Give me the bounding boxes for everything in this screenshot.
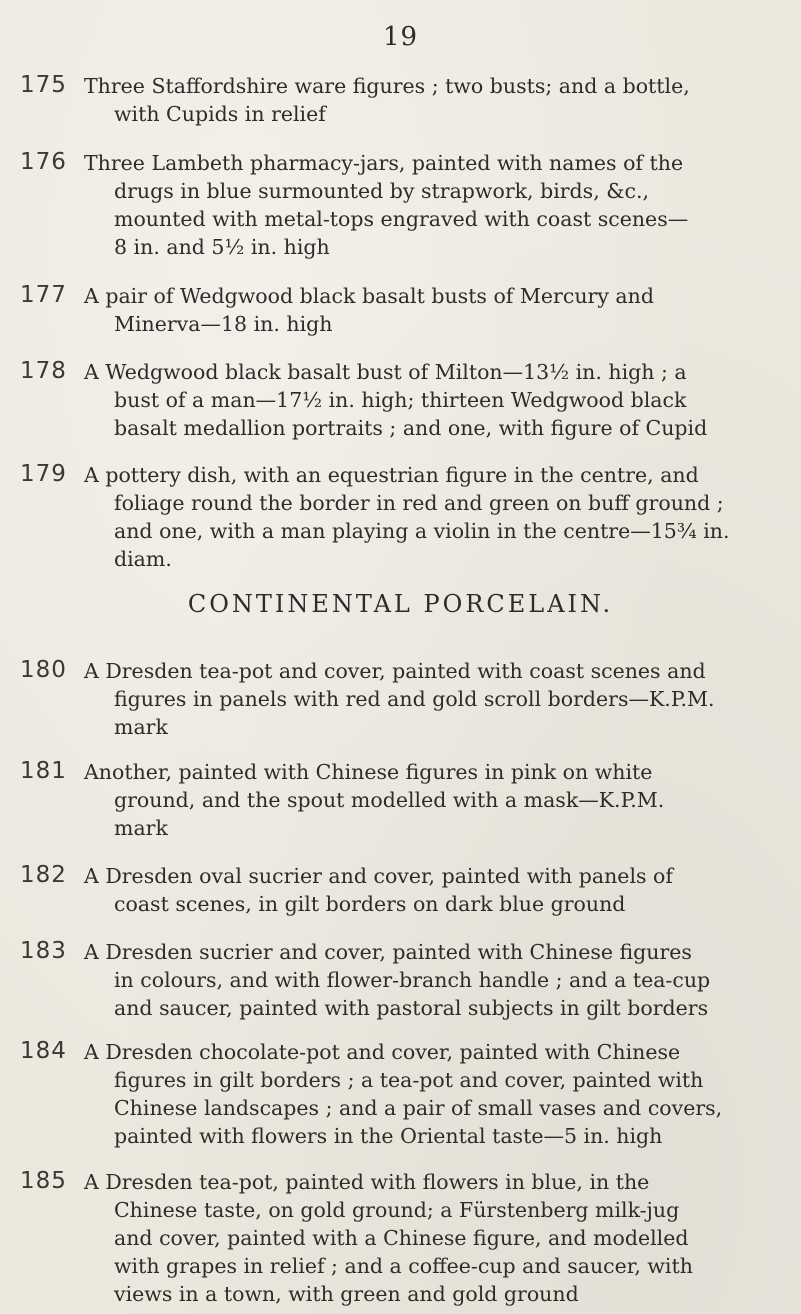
lot-line: mounted with metal-tops engraved with coast scenes— bbox=[114, 207, 689, 231]
lot-number: 176 bbox=[20, 149, 67, 175]
lot-number: 184 bbox=[20, 1038, 67, 1064]
lot-number: 183 bbox=[20, 938, 67, 964]
lot-description bbox=[84, 461, 796, 573]
lot-line: A Dresden oval sucrier and cover, painted with panels of bbox=[84, 864, 673, 888]
lot-description bbox=[84, 282, 796, 338]
lot-line: and saucer, painted with pastoral subjects in gilt borders bbox=[114, 996, 709, 1020]
lot-line: figures in gilt borders ; a tea-pot and cover, painted with bbox=[114, 1068, 704, 1092]
lot-line: painted with flowers in the Oriental taste—5 in. high bbox=[114, 1124, 663, 1148]
lot-line: Three Lambeth pharmacy-jars, painted with names of the bbox=[84, 151, 684, 175]
lot-line: foliage round the border in red and green on buff ground ; bbox=[114, 491, 724, 515]
lot-description bbox=[84, 1168, 796, 1308]
lot-line: views in a town, with green and gold ground bbox=[114, 1282, 579, 1306]
lot-number: 179 bbox=[20, 461, 67, 487]
lot-number: 175 bbox=[20, 72, 67, 98]
lot-line: A pair of Wedgwood black basalt busts of Mercury and bbox=[84, 284, 654, 308]
lot-line: mark bbox=[114, 816, 168, 840]
lot-description bbox=[84, 1038, 796, 1150]
lot-line: with grapes in relief ; and a coffee-cup and saucer, with bbox=[114, 1254, 693, 1278]
lot-line: Three Staffordshire ware figures ; two busts; and a bottle, bbox=[84, 74, 690, 98]
lot-line: bust of a man—17½ in. high; thirteen Wedgwood black bbox=[114, 388, 687, 412]
lot-line: mark bbox=[114, 715, 168, 739]
lot-number: 178 bbox=[20, 358, 67, 384]
lot-description bbox=[84, 938, 796, 1022]
lot-number: 177 bbox=[20, 282, 67, 308]
lot-line: Chinese landscapes ; and a pair of small vases and covers, bbox=[114, 1096, 723, 1120]
lot-line: 8 in. and 5½ in. high bbox=[114, 235, 330, 259]
lot-line: A pottery dish, with an equestrian figure in the centre, and bbox=[84, 463, 699, 487]
lot-line: and one, with a man playing a violin in the centre—15¾ in. bbox=[114, 519, 730, 543]
lot-number: 182 bbox=[20, 862, 67, 888]
lot-line: with Cupids in relief bbox=[114, 102, 326, 126]
lot-line: and cover, painted with a Chinese figure, and modelled bbox=[114, 1226, 689, 1250]
lot-line: in colours, and with flower-branch handle ; and a tea-cup bbox=[114, 968, 711, 992]
lot-description bbox=[84, 862, 796, 918]
lot-description bbox=[84, 358, 796, 442]
lot-number: 185 bbox=[20, 1168, 67, 1194]
lot-line: basalt medallion portraits ; and one, with figure of Cupid bbox=[114, 416, 708, 440]
lot-line: drugs in blue surmounted by strapwork, birds, &c., bbox=[114, 179, 649, 203]
lot-line: diam. bbox=[114, 547, 172, 571]
lot-line: Another, painted with Chinese figures in pink on white bbox=[84, 760, 653, 784]
lot-description bbox=[84, 758, 796, 842]
lot-number: 181 bbox=[20, 758, 67, 784]
lot-description bbox=[84, 657, 796, 741]
lot-description bbox=[84, 149, 796, 261]
lot-line: figures in panels with red and gold scroll borders—K.P.M. bbox=[114, 687, 715, 711]
section-heading: CONTINENTAL PORCELAIN. bbox=[187, 590, 614, 618]
lot-line: A Dresden tea-pot, painted with flowers in blue, in the bbox=[84, 1170, 650, 1194]
lot-line: Minerva—18 in. high bbox=[114, 312, 333, 336]
page-number: 19 bbox=[382, 22, 419, 52]
lot-number: 180 bbox=[20, 657, 67, 683]
lot-description bbox=[84, 72, 796, 128]
lot-line: A Wedgwood black basalt bust of Milton—13½ in. high ; a bbox=[84, 360, 687, 384]
lot-line: coast scenes, in gilt borders on dark blue ground bbox=[114, 892, 626, 916]
lot-line: A Dresden chocolate-pot and cover, painted with Chinese bbox=[84, 1040, 681, 1064]
lot-line: Chinese taste, on gold ground; a Fürstenberg milk-jug bbox=[114, 1198, 680, 1222]
lot-line: A Dresden sucrier and cover, painted with Chinese figures bbox=[84, 940, 692, 964]
lot-line: ground, and the spout modelled with a mask—K.P.M. bbox=[114, 788, 665, 812]
lot-line: A Dresden tea-pot and cover, painted with coast scenes and bbox=[84, 659, 706, 683]
